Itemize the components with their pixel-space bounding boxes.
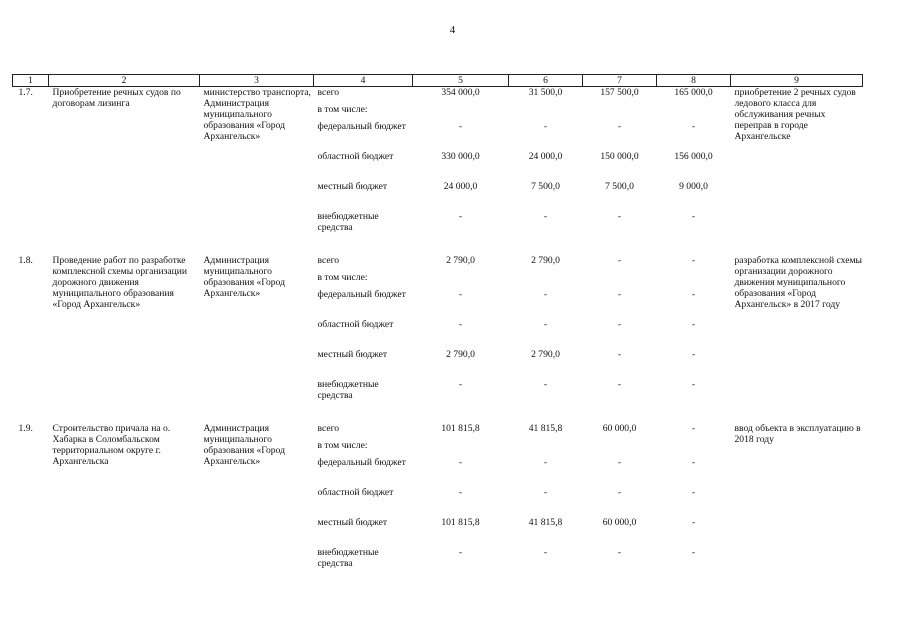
item-executor: Администрация муниципального образования «Город Архангельск» xyxy=(203,423,285,467)
column-header: 2 xyxy=(49,75,200,87)
row-spacer xyxy=(13,241,863,255)
funding-value: 165 000,0 xyxy=(674,87,713,98)
funding-value: - xyxy=(543,379,548,390)
funding-value: - xyxy=(691,423,696,434)
funding-source: местный бюджет xyxy=(317,349,388,360)
funding-value: 41 815,8 xyxy=(528,423,563,434)
funding-value: - xyxy=(458,121,463,132)
funding-value: 24 000,0 xyxy=(443,181,478,192)
funding-value: - xyxy=(691,547,696,558)
funding-source: областной бюджет xyxy=(317,151,394,162)
funding-value: - xyxy=(617,379,622,390)
funding-value: 2 790,0 xyxy=(446,349,475,360)
funding-value xyxy=(509,272,583,289)
funding-value: 2 790,0 xyxy=(446,255,475,266)
funding-source: внебюджетные средства xyxy=(317,211,379,233)
funding-value: - xyxy=(691,349,696,360)
funding-value: - xyxy=(691,487,696,498)
funding-value: - xyxy=(617,289,622,300)
column-header: 9 xyxy=(731,75,863,87)
funding-value: - xyxy=(458,289,463,300)
funding-value xyxy=(413,272,509,289)
funding-value: - xyxy=(543,121,548,132)
funding-value xyxy=(413,440,509,457)
funding-source: федеральный бюджет xyxy=(317,457,406,468)
item-name: Строительство причала на о. Хабарка в Соломбальском территориальном округе г. Архангельска xyxy=(52,423,171,467)
funding-value: - xyxy=(458,487,463,498)
table-row xyxy=(13,87,863,105)
item-number: 1.7. xyxy=(18,87,33,98)
item-number: 1.8. xyxy=(18,255,33,266)
funding-value: - xyxy=(617,319,622,330)
funding-value xyxy=(657,440,731,457)
funding-value: - xyxy=(617,487,622,498)
funding-value: 7 500,0 xyxy=(605,181,634,192)
table-row xyxy=(13,255,863,272)
expected-result: разработка комплексной схемы организации дорожного движения муниципального образования «Город Архангельск» в 2017 году xyxy=(734,255,862,310)
funding-value: 60 000,0 xyxy=(602,423,637,434)
program-table xyxy=(12,74,863,577)
funding-value: - xyxy=(458,211,463,222)
funding-value: - xyxy=(458,319,463,330)
funding-source: всего xyxy=(317,87,340,98)
funding-value: - xyxy=(691,211,696,222)
funding-value: - xyxy=(617,121,622,132)
funding-value xyxy=(583,440,657,457)
funding-value: - xyxy=(458,547,463,558)
funding-value: - xyxy=(543,547,548,558)
funding-value xyxy=(509,440,583,457)
funding-value xyxy=(657,104,731,121)
funding-value: - xyxy=(617,255,622,266)
funding-value: - xyxy=(691,121,696,132)
funding-source: областной бюджет xyxy=(317,487,394,498)
funding-value: 2 790,0 xyxy=(531,349,560,360)
funding-value: - xyxy=(691,319,696,330)
funding-source: всего xyxy=(317,423,340,434)
funding-value: - xyxy=(691,517,696,528)
funding-value: - xyxy=(458,457,463,468)
funding-source: федеральный бюджет xyxy=(317,121,406,132)
funding-value: - xyxy=(617,349,622,360)
column-header: 3 xyxy=(200,75,314,87)
funding-value: 150 000,0 xyxy=(600,151,639,162)
funding-source: местный бюджет xyxy=(317,517,388,528)
item-executor: Администрация муниципального образования «Город Архангельск» xyxy=(203,255,285,299)
funding-source: областной бюджет xyxy=(317,319,394,330)
funding-value: - xyxy=(617,211,622,222)
funding-value xyxy=(583,272,657,289)
column-header: 1 xyxy=(13,75,49,87)
funding-value: - xyxy=(691,255,696,266)
row-spacer xyxy=(13,409,863,423)
funding-value: 354 000,0 xyxy=(441,87,480,98)
funding-value: 24 000,0 xyxy=(528,151,563,162)
funding-value: 330 000,0 xyxy=(441,151,480,162)
funding-value: 157 500,0 xyxy=(600,87,639,98)
item-number: 1.9. xyxy=(18,423,33,434)
column-number-header xyxy=(13,75,863,87)
funding-value: - xyxy=(617,547,622,558)
funding-source: местный бюджет xyxy=(317,181,388,192)
funding-source: внебюджетные средства xyxy=(317,547,379,569)
funding-value: - xyxy=(543,319,548,330)
funding-value: 7 500,0 xyxy=(531,181,560,192)
funding-value: 31 500,0 xyxy=(528,87,563,98)
funding-value: - xyxy=(691,457,696,468)
funding-source: внебюджетные средства xyxy=(317,379,379,401)
funding-source: всего xyxy=(317,255,340,266)
funding-source: в том числе: xyxy=(317,104,368,115)
funding-value: - xyxy=(617,457,622,468)
expected-result: ввод объекта в эксплуатацию в 2018 году xyxy=(734,423,861,445)
funding-value: - xyxy=(691,289,696,300)
item-executor: министерство транспорта, Администрация муниципального образования «Город Архангельск» xyxy=(203,87,311,142)
funding-value: - xyxy=(543,487,548,498)
funding-value: - xyxy=(458,379,463,390)
column-header: 8 xyxy=(657,75,731,87)
page-number: 4 xyxy=(449,24,456,36)
funding-value: 156 000,0 xyxy=(674,151,713,162)
funding-source: в том числе: xyxy=(317,440,368,451)
funding-value: 41 815,8 xyxy=(528,517,563,528)
funding-value: 101 815,8 xyxy=(441,423,480,434)
spacer-cell xyxy=(13,409,863,423)
table-row xyxy=(13,423,863,440)
funding-value xyxy=(583,104,657,121)
column-header: 6 xyxy=(509,75,583,87)
funding-value: 2 790,0 xyxy=(531,255,560,266)
funding-value xyxy=(657,272,731,289)
funding-source: в том числе: xyxy=(317,272,368,283)
funding-source: федеральный бюджет xyxy=(317,289,406,300)
column-header: 4 xyxy=(314,75,413,87)
expected-result: приобретение 2 речных судов ледового класса для обслуживания речных переправ в городе Архангельске xyxy=(734,87,856,142)
item-name: Приобретение речных судов по договорам лизинга xyxy=(52,87,181,109)
funding-value: - xyxy=(543,289,548,300)
item-name: Проведение работ по разработке комплексной схемы организации дорожного движения муниципального образования «Город Архангельск» xyxy=(52,255,188,310)
funding-value xyxy=(413,104,509,121)
funding-value xyxy=(509,104,583,121)
funding-value: 9 000,0 xyxy=(679,181,708,192)
funding-value: - xyxy=(691,379,696,390)
column-header: 7 xyxy=(583,75,657,87)
funding-value: - xyxy=(543,457,548,468)
spacer-cell xyxy=(13,241,863,255)
funding-value: 60 000,0 xyxy=(602,517,637,528)
funding-value: 101 815,8 xyxy=(441,517,480,528)
funding-value: - xyxy=(543,211,548,222)
column-header: 5 xyxy=(413,75,509,87)
